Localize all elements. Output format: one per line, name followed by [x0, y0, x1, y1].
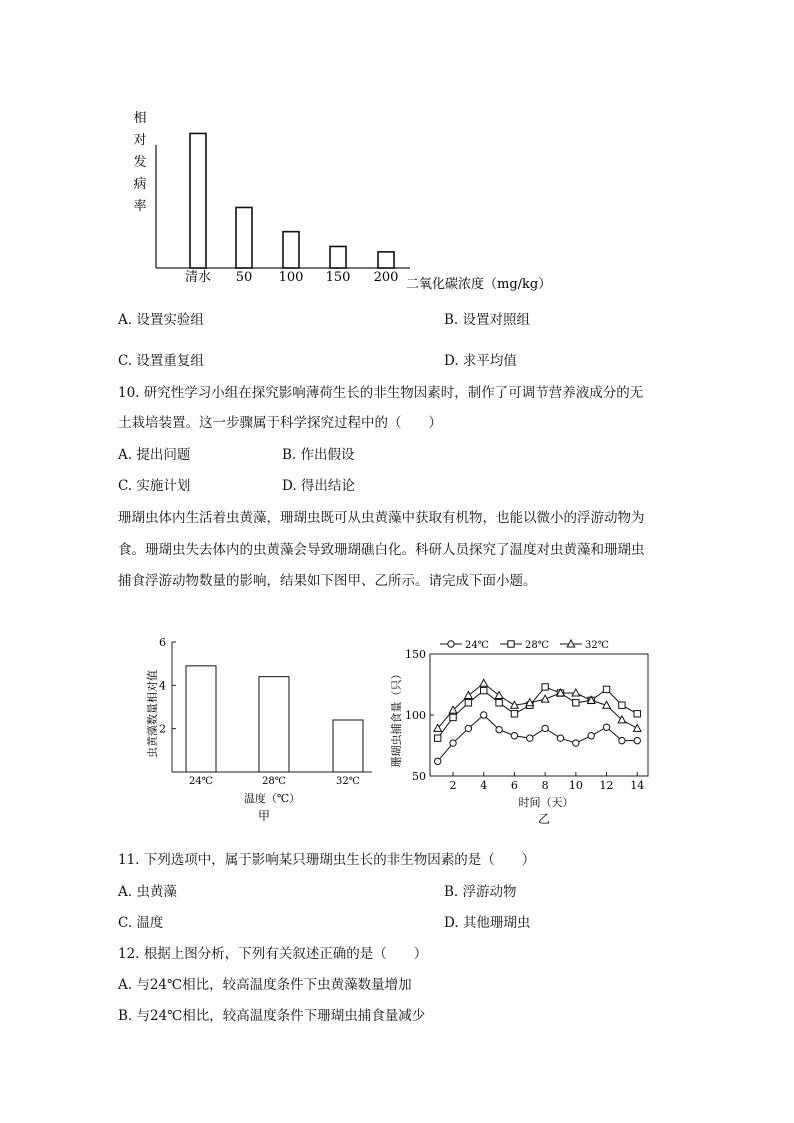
q11-option-d: D. 其他珊瑚虫 — [444, 915, 531, 931]
passage-line3: 捕食浮游动物数量的影响，结果如下图甲、乙所示。请完成下面小题。 — [118, 573, 537, 589]
chart1-y-label-char: 相 — [133, 111, 147, 126]
chart3-data-point — [572, 689, 580, 696]
chart3-data-point — [619, 702, 625, 708]
chart3-data-point — [633, 724, 641, 731]
chart1-y-label-char: 率 — [133, 199, 147, 214]
chart3-data-point — [511, 711, 517, 717]
passage-line2: 食。珊瑚虫失去体内的虫黄藻会导致珊瑚礁白化。科研人员探究了温度对虫黄藻和珊瑚虫 — [118, 542, 645, 558]
chart3-data-point — [542, 725, 548, 731]
chart3-data-point — [603, 686, 609, 692]
chart3-data-point — [634, 711, 640, 717]
chart1-bar — [190, 133, 206, 268]
q9-option-d: D. 求平均值 — [444, 353, 517, 369]
passage-line1: 珊瑚虫体内生活着虫黄藻，珊瑚虫既可从虫黄藻中获取有机物，也能以微小的浮游动物为 — [118, 510, 645, 526]
chart3-legend-label: 28℃ — [525, 640, 549, 651]
chart3-frame — [430, 654, 648, 776]
chart2-y-axis-label: 虫黄藻数量相对值 — [146, 670, 159, 758]
q10-stem-line2: 土栽培装置。这一步骤属于科学探究过程中的（ ） — [118, 415, 442, 431]
chart3-x-tick-label: 8 — [541, 779, 549, 792]
q11-option-a: A. 虫黄藻 — [118, 884, 177, 900]
chart3-data-point — [557, 735, 563, 741]
chart2-x-tick-label: 28℃ — [262, 776, 286, 787]
chart1-y-label-char: 对 — [133, 133, 147, 148]
q10-option-d: D. 得出结论 — [282, 478, 355, 494]
chart3-data-point — [450, 740, 456, 746]
chart2-y-tick-label: 6 — [159, 636, 166, 649]
chart3-series-line-24℃ — [438, 715, 638, 761]
q9-option-c: C. 设置重复组 — [118, 353, 204, 369]
chart3-data-point — [511, 733, 517, 739]
chart3-caption: 乙 — [537, 812, 551, 826]
chart3-data-point — [542, 684, 548, 690]
chart1-y-axis-label — [133, 110, 146, 214]
chart1-y-label-char: 发 — [133, 155, 147, 170]
chart1-x-axis-label: 二氧化碳浓度（mg/kg） — [406, 277, 552, 292]
q12-stem: 12. 根据上图分析，下列有关叙述正确的是（ ） — [118, 946, 428, 962]
chart3-y-tick-label: 100 — [405, 709, 426, 722]
chart3-data-point — [434, 735, 440, 741]
chart1-bar — [330, 246, 346, 268]
chart3-x-tick-label: 14 — [630, 779, 645, 792]
q10-option-a: A. 提出问题 — [118, 447, 191, 463]
chart1-x-tick-label: 150 — [325, 270, 351, 285]
chart3-data-point — [465, 691, 473, 698]
chart3-y-tick-label: 150 — [405, 648, 426, 661]
chart3-x-tick-label: 4 — [480, 779, 488, 792]
chart3-data-point — [588, 733, 594, 739]
chart1-x-tick-label: 清水 — [184, 270, 212, 285]
chart3-data-point — [496, 700, 502, 706]
chart1-x-tick-label: 200 — [373, 270, 399, 285]
q10-option-c: C. 实施计划 — [118, 478, 191, 494]
chart3-data-point — [481, 712, 487, 718]
q12-option-b: B. 与24℃相比，较高温度条件下珊瑚虫捕食量减少 — [118, 1008, 426, 1024]
chart3-x-tick-label: 2 — [449, 779, 457, 792]
chart3-x-tick-label: 10 — [568, 779, 583, 792]
coral-predation-line-chart — [388, 632, 660, 832]
chart3-data-point — [496, 726, 502, 732]
chart3-data-point — [634, 737, 640, 743]
chart1-x-tick-label: 50 — [235, 270, 253, 285]
q11-option-c: C. 温度 — [118, 915, 164, 931]
chart1-bar — [283, 232, 299, 268]
chart3-data-point — [527, 735, 533, 741]
chart3-x-tick-label: 6 — [510, 779, 518, 792]
chart2-x-tick-label: 32℃ — [336, 776, 360, 787]
chart3-data-point — [495, 691, 503, 698]
chart2-bar — [186, 666, 216, 772]
q11-option-b: B. 浮游动物 — [444, 884, 517, 900]
chart2-caption: 甲 — [257, 809, 271, 823]
chart3-data-point — [480, 679, 488, 686]
chart3-data-point — [481, 687, 487, 693]
chart3-data-point — [619, 737, 625, 743]
q9-option-a: A. 设置实验组 — [118, 312, 204, 328]
chart3-legend-marker — [508, 641, 514, 647]
q11-stem: 11. 下列选项中，属于影响某只珊瑚虫生长的非生物因素的是（ ） — [118, 852, 536, 868]
chart3-data-point — [450, 714, 456, 720]
chart2-bar — [333, 720, 363, 772]
chart3-data-point — [434, 758, 440, 764]
chart2-bar — [259, 677, 289, 772]
chart3-legend-label: 24℃ — [465, 640, 489, 651]
chart1-bar — [236, 207, 252, 268]
chart3-data-point — [603, 724, 609, 730]
chart3-x-axis-label: 时间（天） — [518, 796, 574, 809]
disease-rate-bar-chart — [120, 100, 580, 300]
chart3-data-point — [573, 740, 579, 746]
chart3-data-point — [465, 725, 471, 731]
chart3-legend-marker — [448, 641, 454, 647]
chart2-x-tick-label: 24℃ — [189, 776, 213, 787]
chart3-data-point — [541, 695, 549, 702]
chart1-x-tick-label: 100 — [278, 270, 304, 285]
q10-stem-line1: 10. 研究性学习小组在探究影响薄荷生长的非生物因素时，制作了可调节营养液成分的无 — [118, 385, 644, 401]
chart2-x-axis-label: 温度（℃） — [243, 792, 301, 805]
q9-option-b: B. 设置对照组 — [444, 312, 531, 328]
q12-option-a: A. 与24℃相比，较高温度条件下虫黄藻数量增加 — [118, 977, 412, 993]
chart3-y-axis-label: 珊瑚虫捕食量（只） — [390, 668, 403, 768]
chart3-data-point — [573, 700, 579, 706]
zooxanthellae-bar-chart — [140, 632, 380, 832]
chart3-x-tick-label: 12 — [599, 779, 614, 792]
chart3-legend-label: 32℃ — [585, 640, 609, 651]
chart1-bar — [378, 252, 394, 268]
chart3-legend — [440, 640, 609, 651]
chart3-data-point — [465, 700, 471, 706]
chart3-y-tick-label: 50 — [412, 770, 426, 783]
q10-option-b: B. 作出假设 — [282, 447, 355, 463]
chart2-y-tick-label: 4 — [159, 679, 166, 693]
chart2-y-tick-label: 2 — [159, 722, 166, 736]
chart1-y-label-char: 病 — [133, 177, 147, 192]
